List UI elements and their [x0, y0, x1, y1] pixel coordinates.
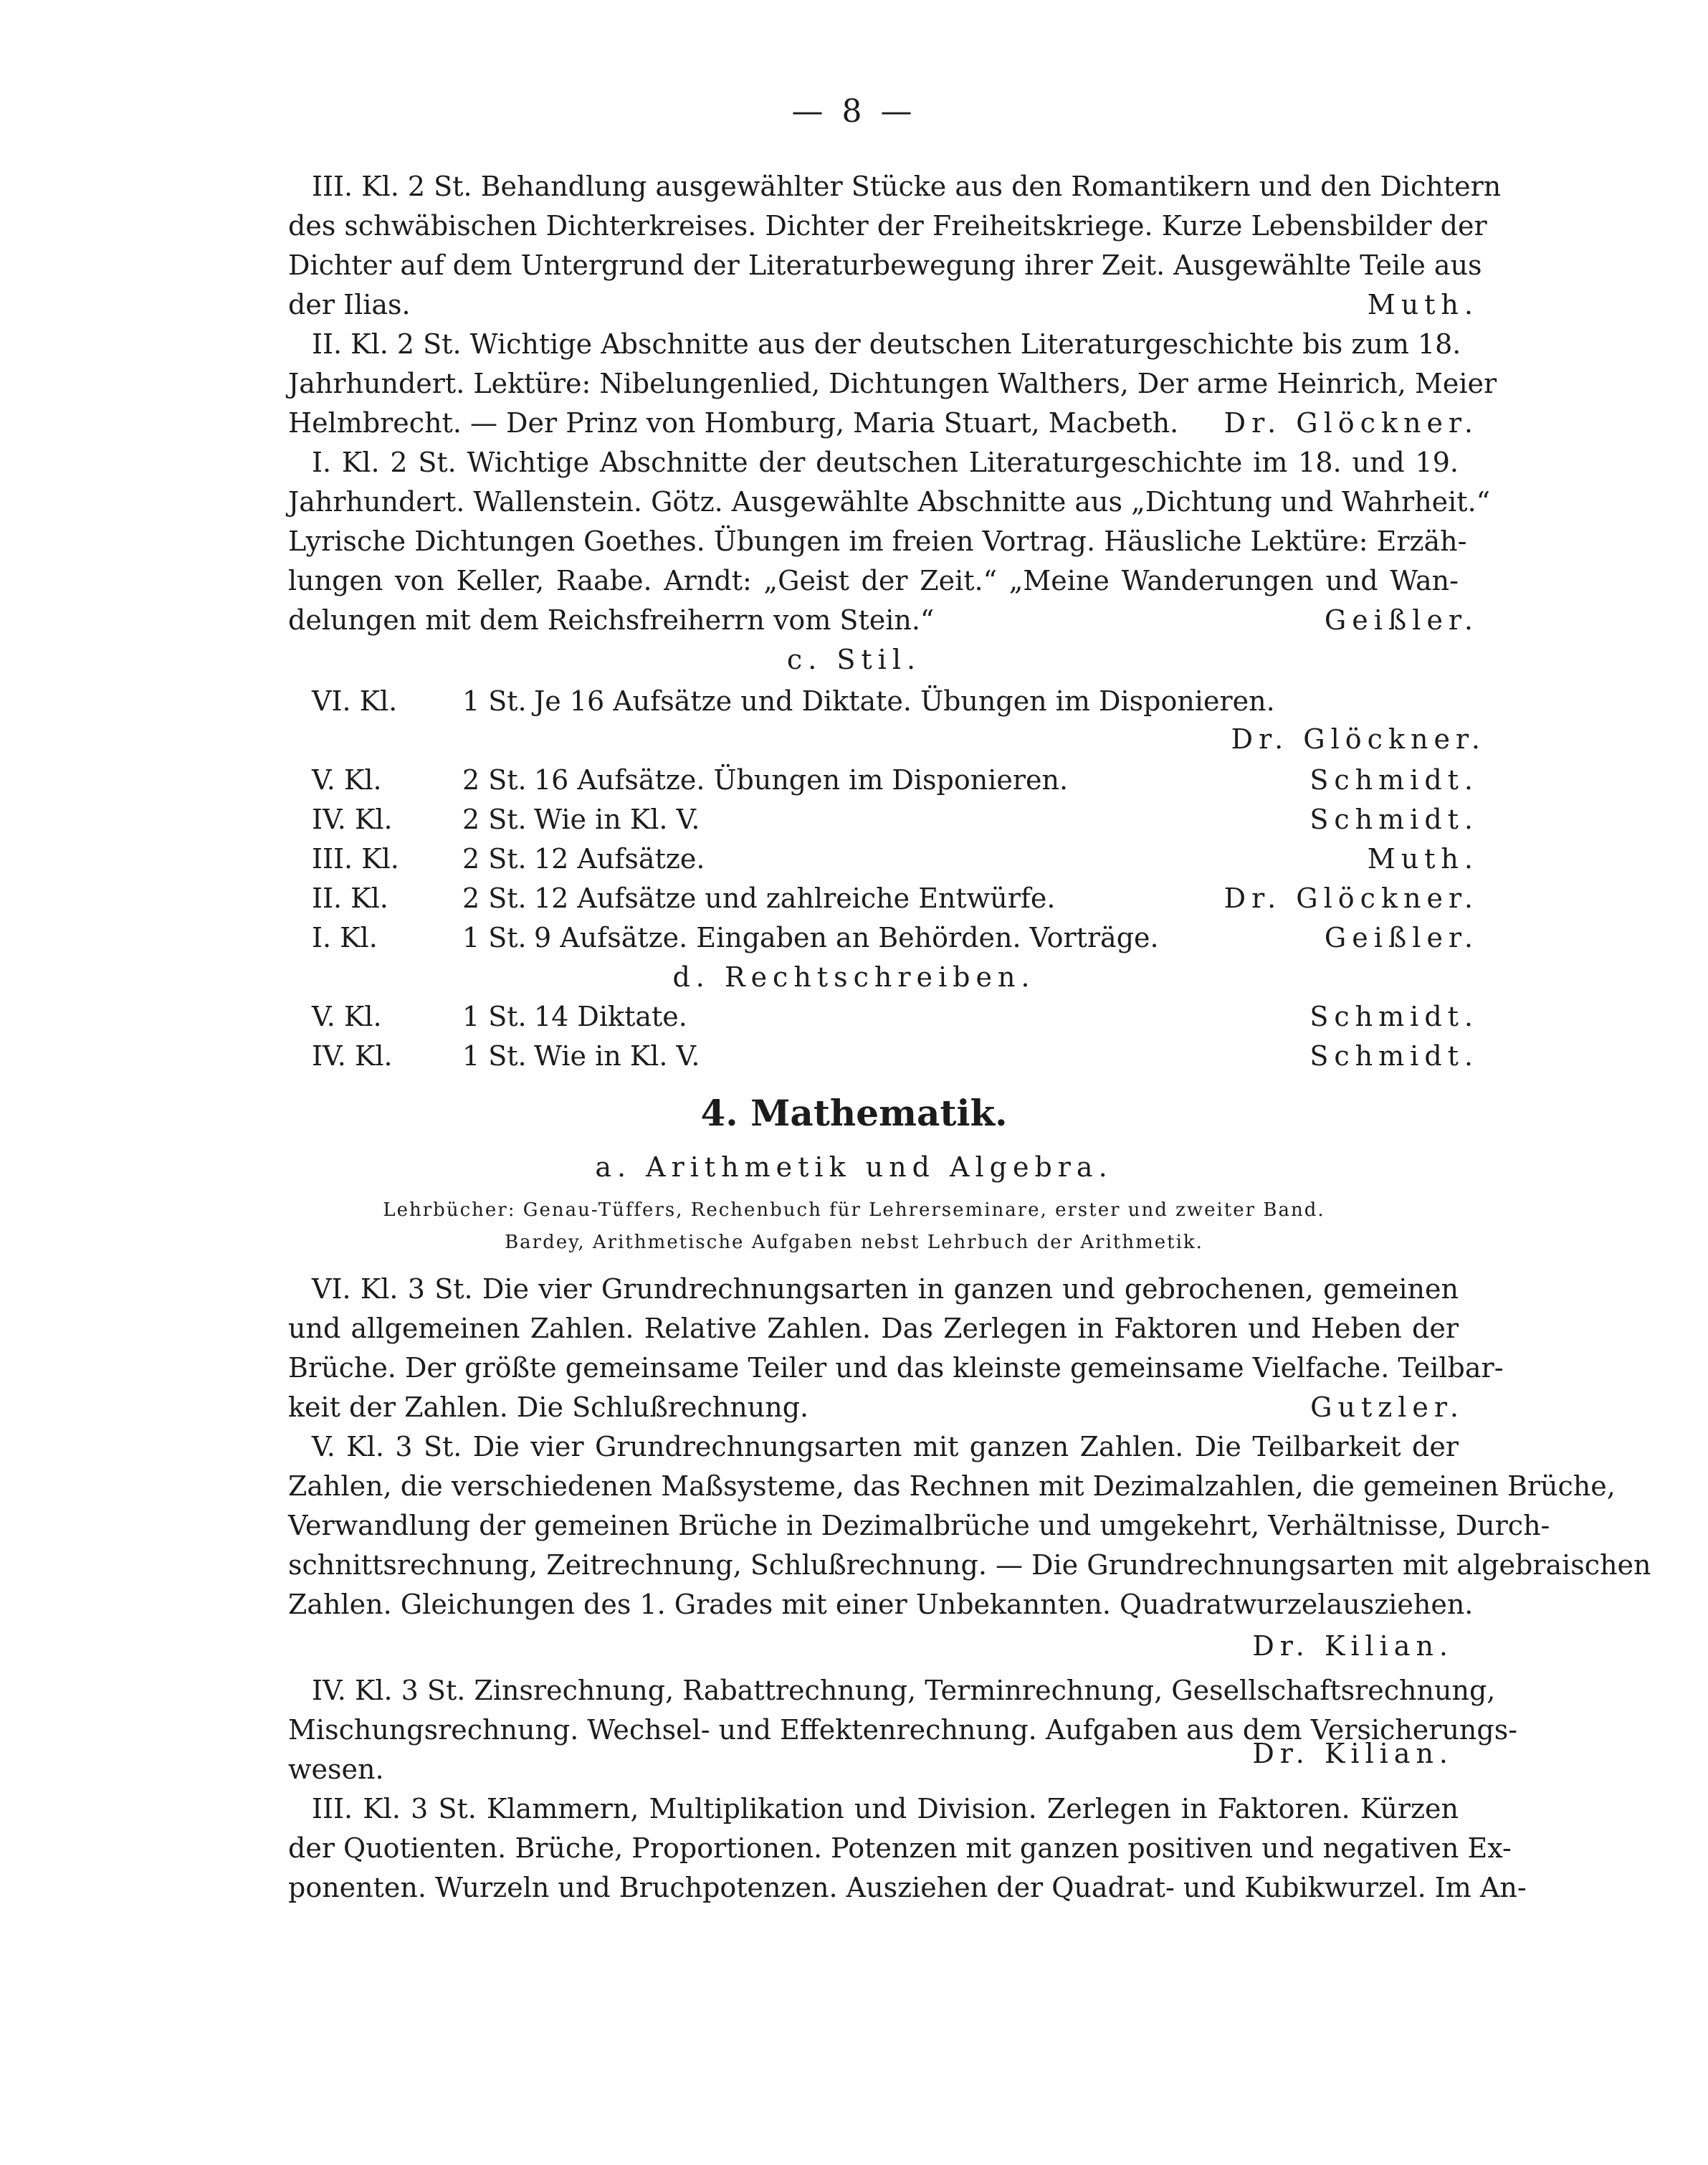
- teacher-name: Geißler.: [1324, 604, 1479, 636]
- text-line: Zahlen, die verschiedenen Maßsysteme, das Rechnen mit Dezimalzahlen, die gemeinen Brüche,: [288, 1470, 1616, 1502]
- text-line: keit der Zahlen. Die Schlußrechnung.: [288, 1391, 809, 1423]
- teacher-name: Dr. Kilian.: [1252, 1738, 1454, 1769]
- text-line: I. Kl. 2 St. Wichtige Abschnitte der deutschen Literaturgeschichte im 18. und 19.: [312, 447, 1459, 478]
- stil-row-klasse: IV. Kl.: [312, 804, 393, 835]
- recht-row-stunden: 1 St.: [462, 1001, 527, 1032]
- teacher-name: Gutzler.: [1310, 1391, 1464, 1423]
- section-heading-stil: c. Stil.: [786, 644, 922, 675]
- teacher-name: Schmidt.: [1309, 764, 1479, 796]
- text-line: II. Kl. 2 St. Wichtige Abschnitte aus der deutschen Literaturgeschichte bis zum 18.: [312, 328, 1461, 360]
- text-line: Mischungsrechnung. Wechsel- und Effektenrechnung. Aufgaben aus dem Versicherungs-: [288, 1714, 1518, 1746]
- stil-row-stunden: 1 St.: [462, 922, 527, 953]
- recht-row-inhalt: 14 Diktate.: [534, 1001, 687, 1032]
- stil-row-stunden: 2 St.: [462, 843, 527, 875]
- text-line: Lyrische Dichtungen Goethes. Übungen im freien Vortrag. Häusliche Lektüre: Erzäh-: [288, 525, 1467, 557]
- stil-row-inhalt: Je 16 Aufsätze und Diktate. Übungen im Disponieren.: [534, 685, 1275, 717]
- text-line: wesen.: [288, 1754, 384, 1785]
- text-line: III. Kl. 3 St. Klammern, Multiplikation und Division. Zerlegen in Faktoren. Kürzen: [312, 1793, 1459, 1824]
- text-line: Zahlen. Gleichungen des 1. Grades mit einer Unbekannten. Quadratwurzelausziehen.: [288, 1589, 1474, 1620]
- teacher-name: Muth.: [1367, 289, 1479, 320]
- stil-row-inhalt: 9 Aufsätze. Eingaben an Behörden. Vorträge.: [534, 922, 1159, 953]
- recht-row-klasse: V. Kl.: [312, 1001, 382, 1032]
- text-line: schnittsrechnung, Zeitrechnung, Schlußrechnung. — Die Grundrechnungsarten mit algebraischen: [288, 1549, 1651, 1581]
- section-heading-rechtschreiben: d. Rechtschreiben.: [672, 961, 1036, 993]
- text-line: lungen von Keller, Raabe. Arndt: „Geist der Zeit.“ „Meine Wanderungen und Wan-: [288, 565, 1459, 596]
- stil-row-klasse: VI. Kl.: [312, 685, 398, 717]
- text-line: Helmbrecht. — Der Prinz von Homburg, Maria Stuart, Macbeth.: [288, 407, 1179, 439]
- text-line: VI. Kl. 3 St. Die vier Grundrechnungsarten in ganzen und gebrochenen, gemeinen: [312, 1273, 1459, 1305]
- stil-row-inhalt: 12 Aufsätze.: [534, 843, 705, 875]
- stil-row-inhalt: 12 Aufsätze und zahlreiche Entwürfe.: [534, 882, 1056, 914]
- teacher-name: Dr. Glöckner.: [1223, 882, 1479, 914]
- recht-row-klasse: IV. Kl.: [312, 1040, 393, 1072]
- recht-row-inhalt: Wie in Kl. V.: [534, 1040, 700, 1072]
- subheading-arithmetik: a. Arithmetik und Algebra.: [595, 1151, 1113, 1183]
- teacher-name: Dr. Glöckner.: [1231, 723, 1486, 755]
- text-line: der Ilias.: [288, 289, 411, 320]
- text-line: der Quotienten. Brüche, Proportionen. Potenzen mit ganzen positiven und negativen Ex-: [288, 1832, 1512, 1864]
- text-line: Brüche. Der größte gemeinsame Teiler und das kleinste gemeinsame Vielfache. Teilbar-: [288, 1352, 1504, 1384]
- teacher-name: Muth.: [1367, 843, 1479, 875]
- stil-row-stunden: 2 St.: [462, 764, 527, 796]
- stil-row-klasse: III. Kl.: [312, 843, 399, 875]
- recht-row-stunden: 1 St.: [462, 1040, 527, 1072]
- lehrbuecher-line: Bardey, Arithmetische Aufgaben nebst Lehrbuch der Arithmetik.: [505, 1232, 1203, 1253]
- teacher-name: Dr. Glöckner.: [1223, 407, 1479, 439]
- teacher-name: Geißler.: [1324, 922, 1479, 953]
- text-line: ponenten. Wurzeln und Bruchpotenzen. Ausziehen der Quadrat- und Kubikwurzel. Im An-: [288, 1872, 1527, 1903]
- stil-row-stunden: 2 St.: [462, 804, 527, 835]
- text-line: III. Kl. 2 St. Behandlung ausgewählter Stücke aus den Romantikern und den Dichtern: [312, 171, 1502, 202]
- stil-row-stunden: 1 St.: [462, 685, 527, 717]
- stil-row-stunden: 2 St.: [462, 882, 527, 914]
- lehrbuecher-line: Lehrbücher: Genau-Tüffers, Rechenbuch für Lehrerseminare, erster und zweiter Band.: [383, 1199, 1325, 1221]
- text-line: IV. Kl. 3 St. Zinsrechnung, Rabattrechnung, Terminrechnung, Gesellschaftsrechnung,: [312, 1675, 1496, 1706]
- section-title-mathematik: 4. Mathematik.: [700, 1092, 1008, 1134]
- teacher-name: Dr. Kilian.: [1252, 1630, 1454, 1662]
- page-number: — 8 —: [791, 93, 917, 130]
- text-line: delungen mit dem Reichsfreiherrn vom Stein.“: [288, 604, 935, 636]
- text-line: Jahrhundert. Wallenstein. Götz. Ausgewählte Abschnitte aus „Dichtung und Wahrheit.“: [288, 486, 1491, 518]
- teacher-name: Schmidt.: [1309, 804, 1479, 835]
- text-line: des schwäbischen Dichterkreises. Dichter der Freiheitskriege. Kurze Lebensbilder der: [288, 210, 1487, 242]
- text-line: Jahrhundert. Lektüre: Nibelungenlied, Dichtungen Walthers, Der arme Heinrich, Meier: [288, 368, 1497, 399]
- teacher-name: Schmidt.: [1309, 1040, 1479, 1072]
- teacher-name: Schmidt.: [1309, 1001, 1479, 1032]
- text-line: Dichter auf dem Untergrund der Literaturbewegung ihrer Zeit. Ausgewählte Teile aus: [288, 249, 1482, 281]
- stil-row-inhalt: Wie in Kl. V.: [534, 804, 700, 835]
- text-line: und allgemeinen Zahlen. Relative Zahlen. Das Zerlegen in Faktoren und Heben der: [288, 1313, 1459, 1344]
- stil-row-inhalt: 16 Aufsätze. Übungen im Disponieren.: [534, 764, 1069, 796]
- text-line: V. Kl. 3 St. Die vier Grundrechnungsarten mit ganzen Zahlen. Die Teilbarkeit der: [312, 1431, 1459, 1462]
- stil-row-klasse: II. Kl.: [312, 882, 388, 914]
- stil-row-klasse: I. Kl.: [312, 922, 378, 953]
- stil-row-klasse: V. Kl.: [312, 764, 382, 796]
- text-line: Verwandlung der gemeinen Brüche in Dezimalbrüche und umgekehrt, Verhältnisse, Durch-: [288, 1510, 1550, 1541]
